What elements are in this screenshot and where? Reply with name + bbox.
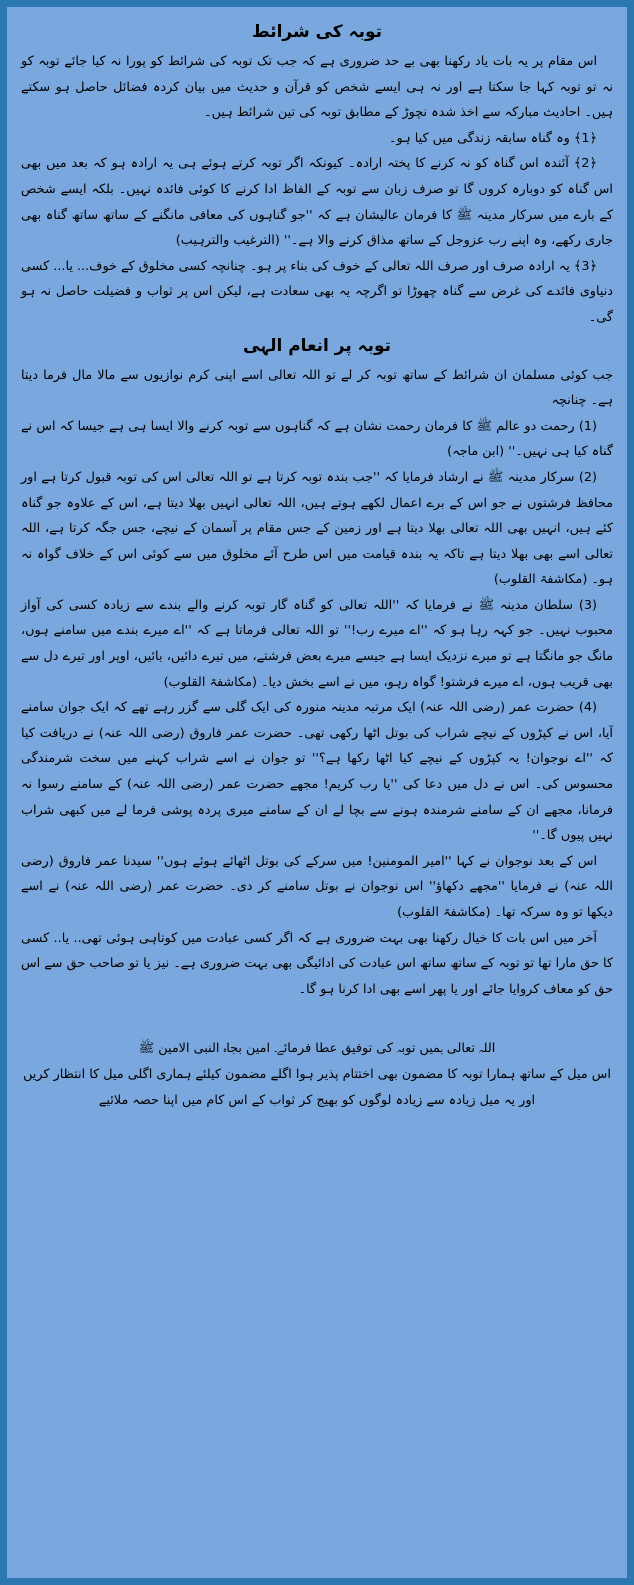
footer xyxy=(21,1036,613,1113)
closing-paragraph: آخر میں اس بات کا خیال رکھنا بھی بہت ضروری ہے کہ اگر کسی عبادت میں کوتاہی ہوئی تھی.. یا.. کسی کا حق مارا تھا تو توبہ کے ساتھ ساتھ اس عبادت کی ادائیگی بھی بہت ضروری ہے۔ نیز یا تو صاحب حق سے اس حق کو معاف کروایا جائے اور یا پھر اسے بھی ادا کرنا ہو گا۔ xyxy=(21,930,613,997)
paragraph-reward-intro: جب کوئی مسلمان ان شرائط کے ساتھ توبہ کر لے تو اللہ تعالی اسے اپنی کرم نوازیوں سے مالا مال فرما دیتا ہے۔ چنانچہ xyxy=(21,367,613,409)
section-title-reward: توبہ پر انعام الہی xyxy=(242,335,392,356)
hadith-item-1: (1) رحمت دو عالم ﷺ کا فرمان رحمت نشان ہے کہ گناہوں سے توبہ کرنے والا ایسا ہی ہے جیسا کہ اس نے گناہ کیا ہی نہیں۔'' (ابن ماجہ) xyxy=(21,418,613,460)
spacer xyxy=(21,1002,613,1036)
story-item-4: (4) حضرت عمر (رضی اللہ عنہ) ایک مرتبہ مدینہ منورہ کی ایک گلی سے گزر رہے تھے کہ ایک جوان سامنے آیا، اس نے کپڑوں کے نیچے شراب کی بوتل اٹھا رکھی تھی۔ حضرت عمر فاروق (رضی اللہ عنہ) نے دریافت کیا کہ ''اے نوجوان! یہ کپڑوں کے نیچے کیا اٹھا رکھا ہے؟'' تو جوان نے اسے شراب کہنے میں سخت شرمندگی محسوس کی۔ اس نے دل میں دعا کی ''یا رب کریم! مجھے حضرت عمر (رضی اللہ عنہ) کے سامنے رسوا نہ فرمانا، مجھے ان کے سامنے شرمندہ ہونے سے بچا لے ان کے سامنے میری پردہ پوشی فرما لے میں کبھی شراب نہیں پیوں گا۔'' xyxy=(21,700,613,844)
paragraph-intro: اس مقام پر یہ بات یاد رکھنا بھی بے حد ضروری ہے کہ جب تک توبہ کی شرائط کو پورا نہ کیا جائے توبہ کو نہ تو توبہ کہا جا سکتا ہے اور نہ ہی ایسے شخص کو قرآن و حدیث میں بیان کردہ فضائل حاصل ہو سکتے ہیں۔ احادیث مبارکہ سے اخذ شدہ نچوڑ کے مطابق توبہ کی تین شرائط ہیں۔ xyxy=(21,54,613,121)
hadith-item-3: (3) سلطان مدینہ ﷺ نے فرمایا کہ ''اللہ تعالی کو گناہ گار توبہ کرنے والے بندے سے زیادہ کسی کی آواز محبوب نہیں۔ جو کہہ رہا ہو کہ ''اے میرے رب!'' تو اللہ تعالی فرماتا ہے کہ ''اے میرے بندے میں سامنے ہوں، مانگ جو مانگتا ہے تو میرے نزدیک ایسا ہے جیسے میرے بعض فرشتے، میں تیرے دائیں، بائیں، اوپر اور تیرے دل سے بھی قریب ہوں، اے میرے فرشتو! گواہ رہو، میں نے اسے بخش دیا۔ (مکاشفۃ القلوب) xyxy=(21,597,613,690)
section-title-conditions: توبہ کی شرائط xyxy=(251,22,382,42)
closing-dua: اللہ تعالی ہمیں توبہ کی توفیق عطا فرمائے۔ امین بجاہ النبی الامین ﷺ xyxy=(138,1041,496,1057)
article xyxy=(7,7,627,1113)
mail-note: اس میل کے ساتھ ہمارا توبہ کا مضمون بھی اختتام پذیر ہوا اگلے مضمون کیلئے ہماری اگلی میل کا انتظار کریں اور یہ میل زیادہ سے زیادہ لوگوں کو بھیج کر ثواب کے اس کام میں اپنا حصہ ملائیے xyxy=(23,1066,611,1108)
hadith-item-2: (2) سرکار مدینہ ﷺ نے ارشاد فرمایا کہ ''جب بندہ توبہ کرتا ہے تو اللہ تعالی اس کی توبہ قبول کرتا ہے اور محافظ فرشتوں نے جو اس کے برے اعمال لکھے ہوتے ہیں، اللہ تعالی انہیں بھلا دیتا ہے، اس کے علاوہ جو گناہ کئے ہیں، انہیں بھی اللہ تعالی بھلا دیتا ہے اور زمین کے جس مقام پر آسمان کے نیچے، جس جگہ کرتا ہے، اللہ تعالی اسے بھی بھلا دیتا ہے تاکہ یہ بندہ قیامت میں اس طرح آئے مخلوق میں سے کوئی اس کے خلاف گواہ نہ ہو۔ (مکاشفۃ القلوب) xyxy=(21,469,613,588)
story-continuation: اس کے بعد نوجوان نے کہا ''امیر المومنین! میں سرکے کی بوتل اٹھائے ہوئے ہوں'' سیدنا عمر فاروق (رضی اللہ عنہ) نے فرمایا ''مجھے دکھاؤ'' اس نوجوان نے بوتل سامنے کر دی۔ حضرت عمر (رضی اللہ عنہ) نے اسے دیکھا تو وہ سرکہ تھا۔ (مکاشفۃ القلوب) xyxy=(21,853,613,920)
condition-1: ﴿1﴾ وہ گناہ سابقہ زندگی میں کیا ہو۔ xyxy=(389,130,597,146)
condition-3: ﴿3﴾ یہ ارادہ صرف اور صرف اللہ تعالی کے خوف کی بناء پر ہو۔ چنانچہ کسی مخلوق کے خوف... یا... کسی دنیاوی فائدے کی غرض سے گناہ چھوڑا تو اگرچہ یہ بھی سعادت ہے، لیکن اس پر ثواب و فضیلت حاصل نہ ہو گی۔ xyxy=(21,258,613,325)
document-frame xyxy=(7,7,627,1578)
condition-2: ﴿2﴾ آئندہ اس گناہ کو نہ کرنے کا پختہ ارادہ۔ کیونکہ اگر توبہ کرتے ہوئے ہی یہ ارادہ ہو کہ بعد میں بھی اس گناہ کو دوبارہ کروں گا تو صرف زبان سے توبہ کے الفاظ ادا کرنے کا کوئی فائدہ نہیں۔ بلکہ ایسے شخص کے بارے میں سرکار مدینہ ﷺ کا فرمان عالیشان ہے کہ ''جو گناہوں کی معافی مانگنے کے ساتھ ساتھ گناہ بھی جاری رکھے، وہ اپنے رب عزوجل کے ساتھ مذاق کرنے والا ہے۔'' (الترغیب والترہیب) xyxy=(21,156,613,249)
